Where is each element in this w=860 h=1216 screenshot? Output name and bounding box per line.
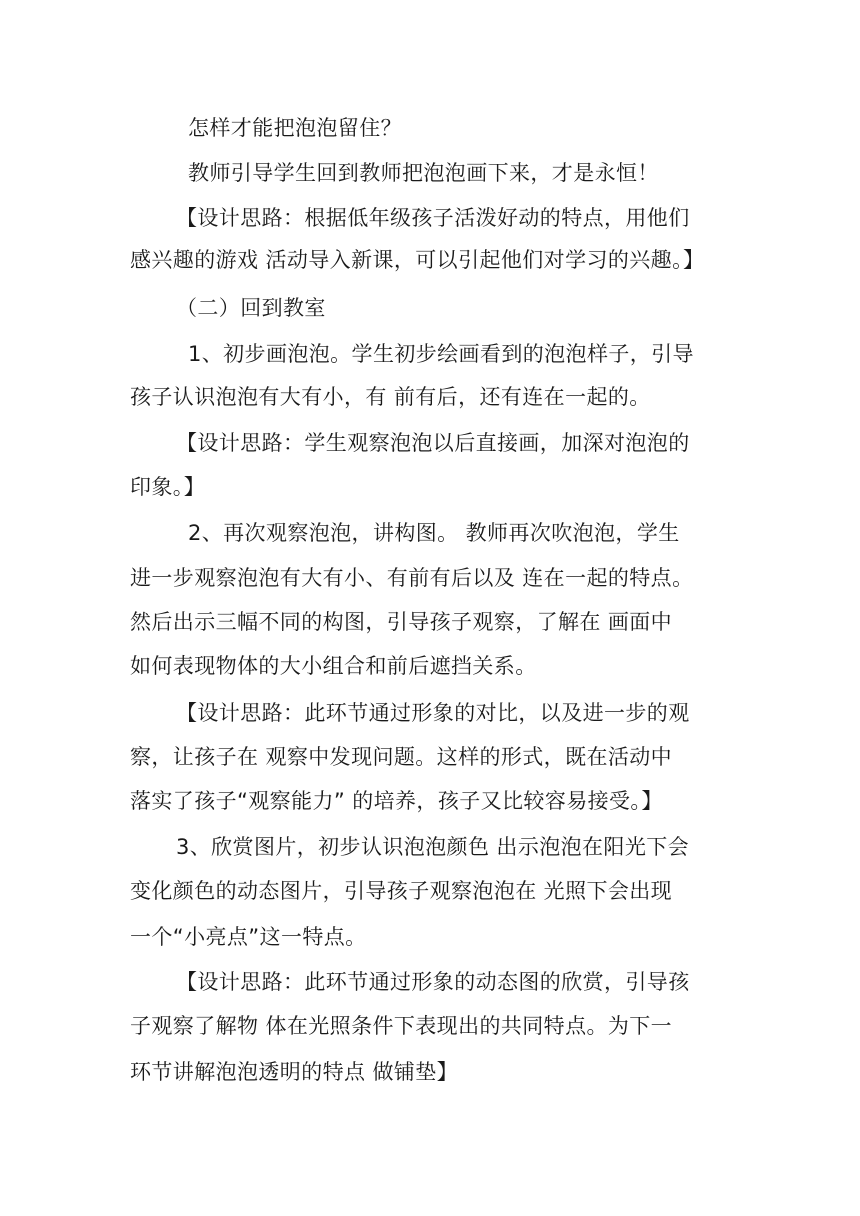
text-line: 感兴趣的游戏 活动导入新课，可以引起他们对学习的兴趣。】 — [130, 248, 705, 272]
text-line: 印象。】 — [130, 475, 206, 499]
text-line: 2、再次观察泡泡，讲构图。 教师再次吹泡泡，学生 — [188, 521, 680, 545]
text-line: 【设计思路：学生观察泡泡以后直接画，加深对泡泡的 — [176, 431, 690, 455]
text-line: 然后出示三幅不同的构图，引导孩子观察，了解在 画面中 — [130, 610, 673, 634]
text-line: 【设计思路：根据低年级孩子活泼好动的特点，用他们 — [176, 206, 690, 230]
text-line: 环节讲解泡泡透明的特点 做铺垫】 — [130, 1060, 459, 1084]
text-line: 落实了孩子“观察能力” 的培养，孩子又比较容易接受。】 — [130, 789, 663, 813]
section-heading: （二）回到教室 — [176, 296, 326, 320]
text-line: 一个“小亮点”这一特点。 — [130, 925, 367, 949]
text-line: 进一步观察泡泡有大有小、有前有后以及 连在一起的特点。 — [130, 566, 694, 590]
text-line: 【设计思路：此环节通过形象的动态图的欣赏，引导孩 — [176, 970, 690, 994]
text-line: 3、欣赏图片，初步认识泡泡颜色 出示泡泡在阳光下会 — [176, 835, 690, 859]
text-line: 1、初步画泡泡。学生初步绘画看到的泡泡样子，引导 — [188, 342, 694, 366]
text-line: 如何表现物体的大小组合和前后遮挡关系。 — [130, 654, 537, 678]
text-line: 子观察了解物 体在光照条件下表现出的共同特点。为下一 — [130, 1014, 673, 1038]
text-line: 察，让孩子在 观察中发现问题。这样的形式，既在活动中 — [130, 745, 673, 769]
text-line: 孩子认识泡泡有大有小，有 前有后，还有连在一起的。 — [130, 385, 651, 409]
text-line: 教师引导学生回到教师把泡泡画下来，才是永恒！ — [188, 161, 659, 185]
text-line: 怎样才能把泡泡留住？ — [188, 116, 402, 140]
text-line: 【设计思路：此环节通过形象的对比，以及进一步的观 — [176, 701, 690, 725]
text-line: 变化颜色的动态图片，引导孩子观察泡泡在 光照下会出现 — [130, 879, 673, 903]
